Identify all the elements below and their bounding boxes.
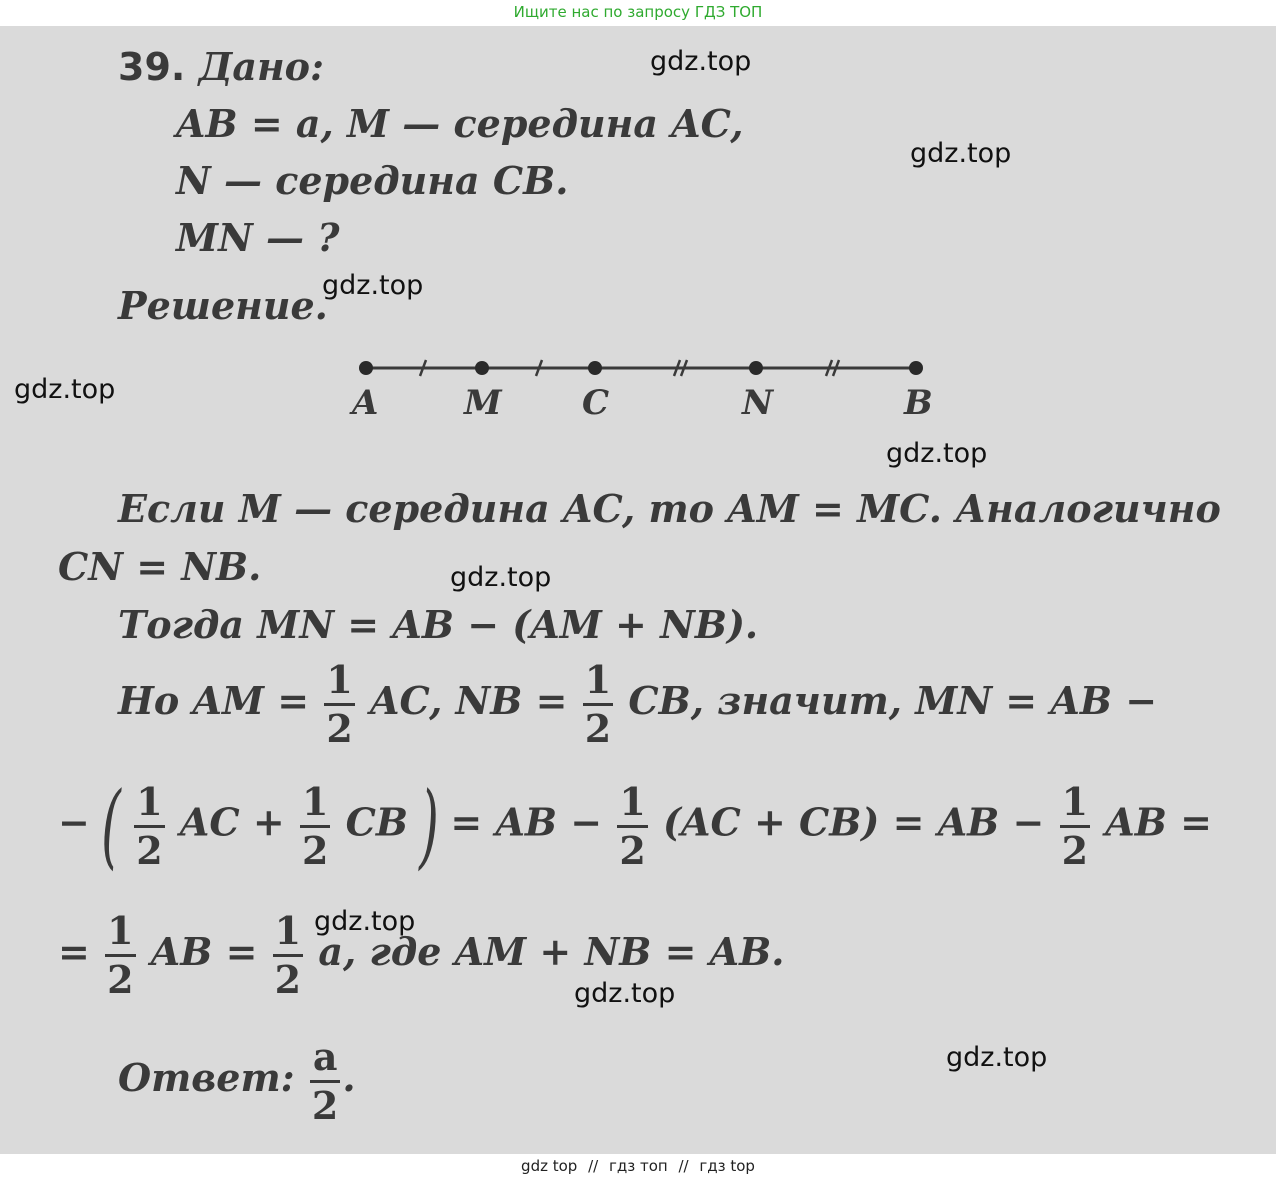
text-segment: AC, NB = bbox=[370, 678, 568, 723]
answer-line bbox=[118, 1034, 356, 1128]
solution-label: Решение. bbox=[118, 283, 328, 328]
answer-dot: . bbox=[342, 1055, 356, 1100]
point-n-label: N bbox=[742, 383, 774, 423]
text-segment: = bbox=[58, 929, 90, 974]
text-segment: AC + bbox=[179, 799, 285, 845]
text-segment: = AB − bbox=[450, 799, 603, 845]
fraction-half: $\frac{1}{2}$ bbox=[619, 778, 646, 873]
watermark: gdz.top bbox=[886, 438, 988, 469]
watermark: gdz.top bbox=[450, 562, 552, 593]
close-paren: ) bbox=[419, 772, 440, 879]
top-banner[interactable]: Ищите нас по запросу ГДЗ ТОП bbox=[513, 3, 763, 21]
fraction-half: $\frac{1}{2}$ bbox=[1061, 778, 1089, 873]
point-a-label: A bbox=[352, 383, 379, 423]
footer-separator: // bbox=[678, 1157, 689, 1175]
point-c-dot bbox=[588, 361, 602, 375]
fraction-half: $\frac{1}{2}$ bbox=[584, 657, 612, 751]
text-segment: AB = bbox=[1105, 799, 1212, 845]
given-line-3: MN — ? bbox=[176, 215, 340, 260]
fraction-half: $\frac{1}{2}$ bbox=[301, 778, 329, 873]
solution-line-6 bbox=[58, 908, 785, 1002]
watermark: gdz.top bbox=[910, 138, 1012, 169]
given-heading bbox=[118, 44, 324, 89]
footer-link[interactable]: gdz top bbox=[521, 1157, 578, 1175]
answer-label: Ответ: bbox=[118, 1055, 295, 1100]
point-m-dot bbox=[475, 361, 489, 375]
solution-line-2: CN = NB. bbox=[58, 544, 262, 589]
text-segment: a, где AM + NB = AB. bbox=[318, 929, 785, 974]
point-c-label: C bbox=[582, 383, 610, 423]
answer-fraction: $\frac{a}{2}$ bbox=[311, 1034, 339, 1128]
segment-diagram bbox=[340, 356, 940, 426]
solution-line-1: Если M — середина AC, то AM = MC. Аналогично bbox=[118, 486, 1221, 531]
point-b-dot bbox=[909, 361, 923, 375]
watermark: gdz.top bbox=[650, 46, 752, 77]
given-label: Дано: bbox=[198, 44, 325, 89]
watermark: gdz.top bbox=[14, 374, 116, 405]
fraction-half: $\frac{1}{2}$ bbox=[274, 908, 302, 1002]
text-segment: CB, значит, MN = AB − bbox=[628, 678, 1158, 723]
footer-link[interactable]: гдз top bbox=[699, 1157, 755, 1175]
point-m-label: M bbox=[464, 383, 502, 423]
point-b-label: B bbox=[904, 383, 933, 423]
watermark: gdz.top bbox=[322, 270, 424, 301]
solution-line-4 bbox=[118, 657, 1158, 751]
given-line-2: N — середина CB. bbox=[176, 158, 569, 203]
fraction-half: $\frac{1}{2}$ bbox=[107, 908, 134, 1002]
solution-line-3: Тогда MN = AB − (AM + NB). bbox=[118, 602, 759, 647]
watermark: gdz.top bbox=[574, 978, 676, 1009]
text-segment: (AC + CB) = AB − bbox=[663, 799, 1045, 845]
footer-separator: // bbox=[588, 1157, 599, 1175]
text-segment: − bbox=[58, 799, 90, 845]
open-paren: ( bbox=[101, 772, 121, 879]
footer-link[interactable]: гдз топ bbox=[608, 1157, 668, 1175]
solution-line-5 bbox=[58, 772, 1212, 879]
point-a-dot bbox=[359, 361, 373, 375]
watermark: gdz.top bbox=[946, 1042, 1048, 1073]
given-line-1: AB = a, M — середина AC, bbox=[176, 101, 744, 146]
point-n-dot bbox=[749, 361, 763, 375]
watermark: gdz.top bbox=[314, 906, 416, 937]
text-segment: AB = bbox=[150, 929, 258, 974]
text-segment: Но AM = bbox=[118, 678, 310, 723]
fraction-half: $\frac{1}{2}$ bbox=[136, 778, 163, 873]
text-segment: CB bbox=[345, 799, 408, 845]
problem-number: 39. bbox=[118, 45, 186, 89]
textbook-page bbox=[0, 26, 1276, 1154]
fraction-half: $\frac{1}{2}$ bbox=[326, 657, 353, 751]
footer-links bbox=[0, 1154, 1276, 1181]
